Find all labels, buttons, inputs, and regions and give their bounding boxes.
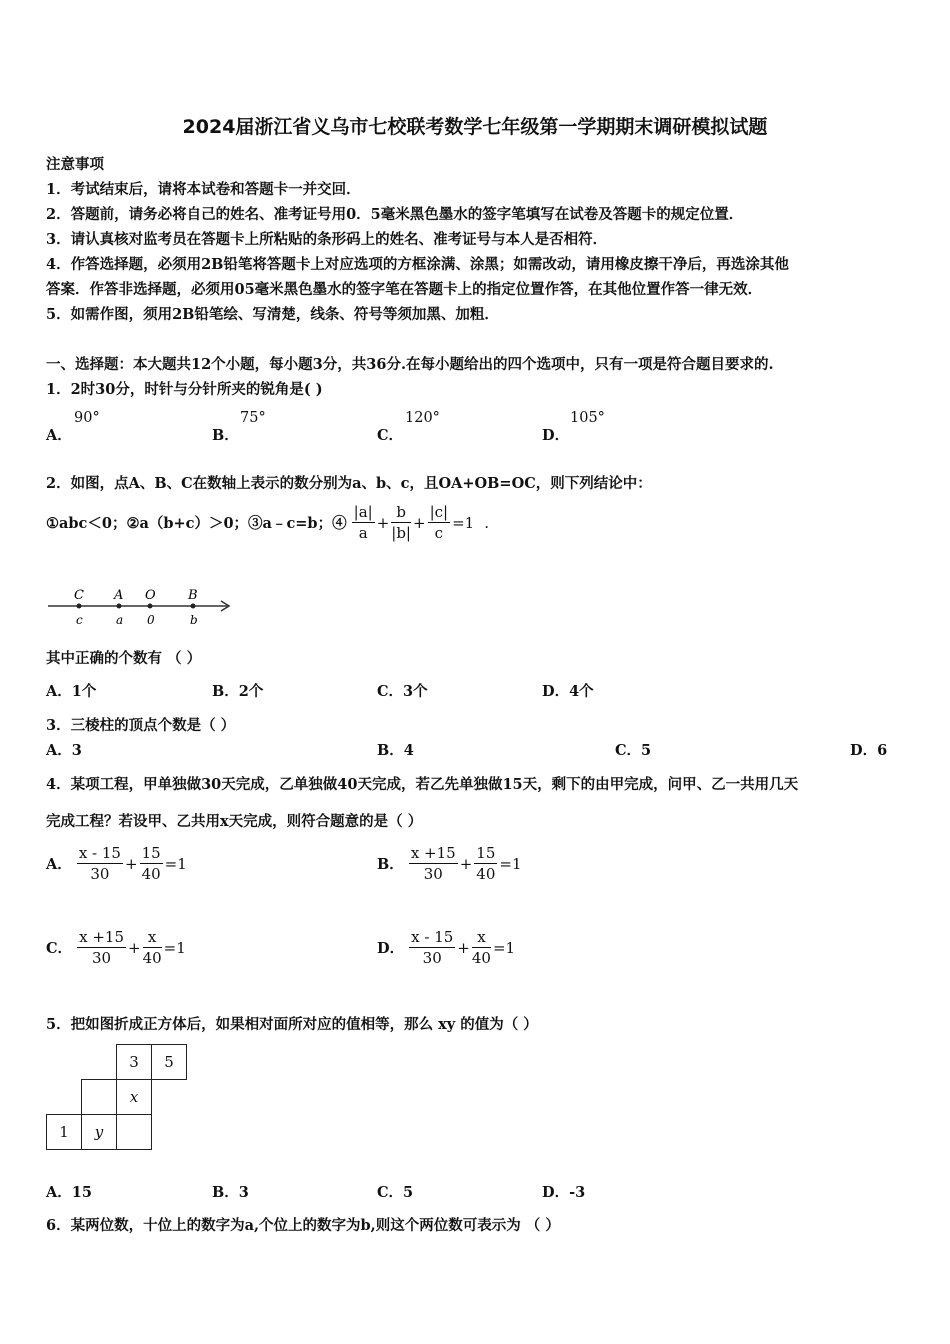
notice-item: 答案．作答非选择题，必须用05毫米黑色墨水的签字笔在答题卡上的指定位置作答，在其他位置作答一律无效． bbox=[46, 281, 763, 298]
number-line-figure bbox=[46, 584, 236, 630]
cube-net-figure bbox=[46, 1044, 190, 1152]
point-value: b bbox=[190, 613, 198, 627]
number-line bbox=[46, 584, 236, 630]
point-value: 0 bbox=[147, 613, 155, 627]
fraction: $\frac{x +15}{30}$ bbox=[410, 844, 456, 883]
point-label: B bbox=[188, 588, 198, 603]
notice-heading: 注意事项 bbox=[46, 156, 104, 173]
q2-option-b: B．2个 bbox=[212, 683, 264, 700]
section-heading: 一、选择题：本大题共12个小题，每小题3分，共36分.在每小题给出的四个选项中，只有一项是符合题目要求的. bbox=[46, 356, 774, 373]
notice-item: 1．考试结束后，请将本试卷和答题卡一并交回． bbox=[46, 181, 361, 198]
fraction: $\frac{x - 15}{30}$ bbox=[78, 844, 121, 883]
q3-option-b: B．4 bbox=[377, 742, 414, 759]
q2-conditions: ①abc＜0；②a（b+c）＞0；③a﹣c=b；④ $\frac{|a|}{a}$ + $\frac{b}{|b|}$ + $\frac{|c|}{c}$ =1 . bbox=[46, 503, 489, 542]
fraction: $\frac{x - 15}{30}$ bbox=[411, 928, 454, 967]
fraction: $\frac{x}{40}$ bbox=[142, 928, 162, 967]
net-cell: 1 bbox=[46, 1114, 82, 1150]
net-cell: 3 bbox=[116, 1044, 152, 1080]
q1-option-d: D． 105° bbox=[542, 410, 605, 444]
net-cell-empty bbox=[116, 1114, 152, 1150]
notice-item: 5．如需作图，须用2B铅笔绘、写清楚，线条、符号等须加黑、加粗． bbox=[46, 306, 499, 323]
q4-option-d: D． $\frac{x - 15}{30}$ + $\frac{x}{40}$ =1 bbox=[377, 928, 516, 967]
net-cell: y bbox=[81, 1114, 117, 1150]
question-1-stem: 1．2时30分，时针与分针所夹的锐角是( ) bbox=[46, 381, 323, 398]
q4-option-b: B． $\frac{x +15}{30}$ + $\frac{15}{40}$ =1 bbox=[377, 844, 522, 883]
notice-item: 4．作答选择题，必须用2B铅笔将答题卡上对应选项的方框涂满、涂黑；如需改动，请用橡皮擦干净后，再选涂其他 bbox=[46, 256, 789, 273]
q4-option-c: C． $\frac{x +15}{30}$ + $\frac{x}{40}$ =1 bbox=[46, 928, 186, 967]
q3-option-d: D．6 bbox=[850, 742, 888, 759]
point-label: C bbox=[74, 588, 84, 603]
page-title: 2024届浙江省义乌市七校联考数学七年级第一学期期末调研模拟试题 bbox=[182, 116, 768, 138]
point-value: c bbox=[76, 613, 83, 627]
q1-option-a: A． 90° bbox=[46, 410, 100, 444]
q2-option-d: D．4个 bbox=[542, 683, 594, 700]
fraction: $\frac{|c|}{c}$ bbox=[429, 503, 449, 542]
fraction: $\frac{x}{40}$ bbox=[471, 928, 491, 967]
notice-item: 3．请认真核对监考员在答题卡上所粘贴的条形码上的姓名、准考证号与本人是否相符． bbox=[46, 231, 608, 248]
net-cell: x bbox=[116, 1079, 152, 1115]
q5-option-b: B．3 bbox=[212, 1184, 249, 1201]
fraction: $\frac{|a|}{a}$ bbox=[353, 503, 373, 542]
net-cell-empty bbox=[81, 1079, 117, 1115]
notice-item: 2．答题前，请务必将自己的姓名、准考证号用0．5毫米黑色墨水的签字笔填写在试卷及答题卡的规定位置． bbox=[46, 206, 744, 223]
fraction: $\frac{b}{|b|}$ bbox=[391, 503, 411, 542]
question-4-stem: 4．某项工程，甲单独做30天完成，乙单独做40天完成，若乙先单独做15天，剩下的由甲完成，问甲、乙一共用几天 bbox=[46, 776, 799, 793]
q4-option-a: A． $\frac{x - 15}{30}$ + $\frac{15}{40}$ =1 bbox=[46, 844, 187, 883]
q3-option-a: A．3 bbox=[46, 742, 82, 759]
question-2-stem: 2．如图，点A、B、C在数轴上表示的数分别为a、b、c，且OA+OB=OC，则下列结论中： bbox=[46, 475, 652, 492]
net-cell: 5 bbox=[151, 1044, 187, 1080]
point-label: A bbox=[114, 588, 124, 603]
q1-option-c: C． 120° bbox=[377, 410, 440, 444]
q5-option-d: D．-3 bbox=[542, 1184, 586, 1201]
q1-option-b: B． 75° bbox=[212, 410, 266, 444]
fraction: $\frac{15}{40}$ bbox=[141, 844, 161, 883]
question-5-stem: 5．把如图折成正方体后，如果相对面所对应的值相等，那么 xy 的值为（ ） bbox=[46, 1016, 538, 1033]
point-value: a bbox=[116, 613, 124, 627]
question-6-stem: 6．某两位数，十位上的数字为a,个位上的数字为b,则这个两位数可表示为 （ ） bbox=[46, 1217, 560, 1234]
q2-option-a: A．1个 bbox=[46, 683, 97, 700]
question-4-stem-cont: 完成工程？若设甲、乙共用x天完成，则符合题意的是（ ） bbox=[46, 813, 423, 830]
q2-option-c: C．3个 bbox=[377, 683, 428, 700]
q5-option-c: C．5 bbox=[377, 1184, 414, 1201]
q3-option-c: C．5 bbox=[615, 742, 652, 759]
fraction: $\frac{15}{40}$ bbox=[476, 844, 496, 883]
q5-option-a: A．15 bbox=[46, 1184, 92, 1201]
q2-ask: 其中正确的个数有 （ ） bbox=[46, 650, 202, 667]
question-3-stem: 3．三棱柱的顶点个数是（ ） bbox=[46, 717, 236, 734]
point-label: O bbox=[145, 588, 156, 603]
fraction: $\frac{x +15}{30}$ bbox=[79, 928, 124, 967]
